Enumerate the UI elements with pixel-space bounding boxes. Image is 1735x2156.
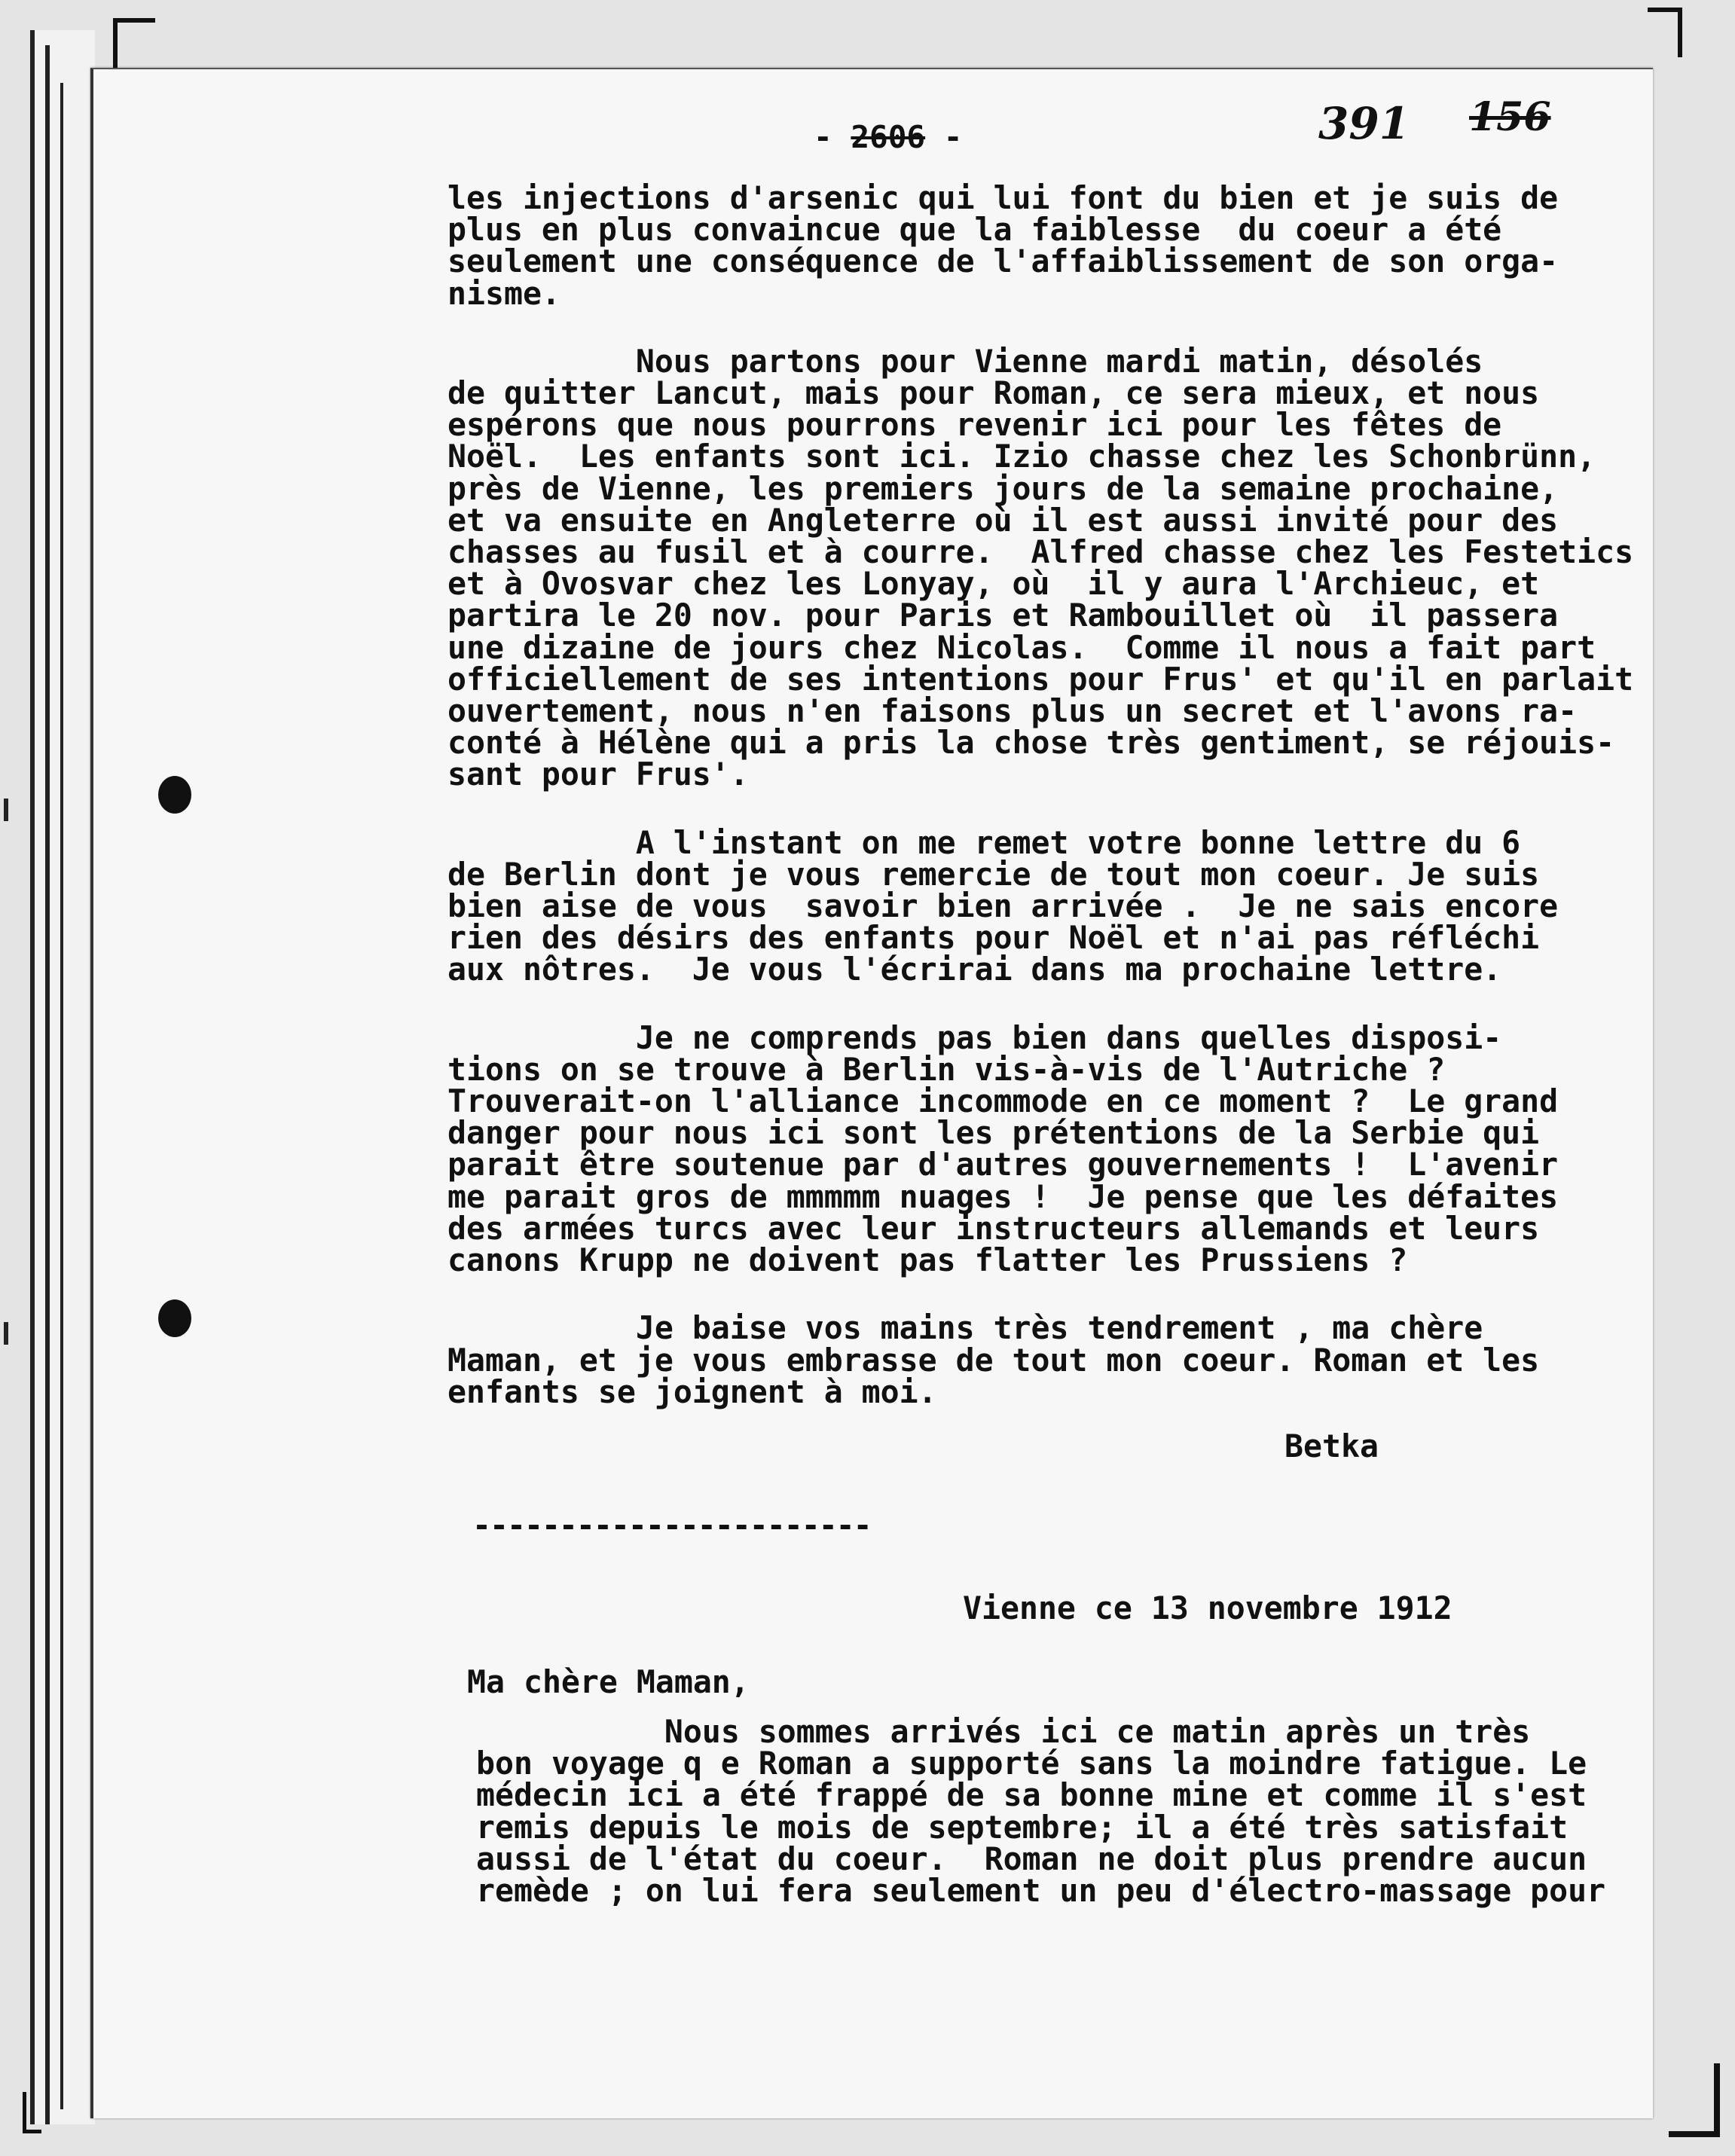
binding-mark xyxy=(4,799,8,821)
page-number: - 2606 - xyxy=(814,119,963,155)
underlying-sheet-edge xyxy=(60,83,93,2109)
crop-mark xyxy=(23,2092,41,2133)
letter-body xyxy=(447,179,1668,1410)
crop-mark xyxy=(1669,2063,1720,2137)
typed-page-number: 2606 xyxy=(851,119,926,155)
paragraph: Je baise vos mains très tendrement , ma chère Maman, et je vous embrasse de tout mon coeur. Roman et les enfants se joignent à moi. xyxy=(447,1309,1540,1410)
second-letter-body xyxy=(476,1713,1651,1910)
signature: Betka xyxy=(1284,1428,1379,1464)
paragraph: Nous sommes arrivés ici ce matin après un très bon voyage q e Roman a supporté sans la moindre fatigue. Le médecin ici a été frappé de sa bonne mine et comme il s'est remis depuis le mois de septembre; il a été très satisfait aussi de l'état du coeur. Roman ne doit plus prendre aucun remède ; on lui fera seulement un peu d'électro-massage pour xyxy=(476,1713,1606,1910)
salutation: Ma chère Maman, xyxy=(467,1663,750,1700)
dateline: Vienne ce 13 novembre 1912 xyxy=(963,1590,1452,1626)
punch-hole xyxy=(158,1299,191,1337)
separator-line: ----------------------- xyxy=(472,1507,871,1544)
crop-mark xyxy=(1648,8,1682,57)
paragraph: A l'instant on me remet votre bonne lettre du 6 de Berlin dont je vous remercie de tout mon coeur. Je suis bien aise de vous savoir bien arrivée . Je ne sais encore rien des désirs des enfants pour Noël et n'ai pas réfléchi aux nôtres. Je vous l'écrirai dans ma prochaine lettre. xyxy=(447,823,1559,988)
paragraph: les injections d'arsenic qui lui font du bien et je suis de plus en plus convaincue que la faiblesse du coeur a été seulement une conséquence de l'affaiblissement de son orga- nisme. xyxy=(447,179,1559,312)
punch-hole xyxy=(158,776,191,814)
paragraph: Je ne comprends pas bien dans quelles disposi- tions on se trouve à Berlin vis-à-vis de l'Autriche ? Trouverait-on l'alliance incommode en ce moment ? Le grand danger pour nous ici sont les prétentions de la Serbie qui parait être soutenue par d'autres gouvernements ! L'avenir me parait gros de mmmmm nuages ! Je pense que les défaites des armées turcs avec leur instructeurs allemands et leurs canons Krupp ne doivent pas flatter les Prussiens ? xyxy=(447,1018,1559,1279)
handwritten-page-number: 391 xyxy=(1318,98,1410,149)
handwritten-struck-number: 156 xyxy=(1469,94,1551,140)
binding-mark xyxy=(4,1322,8,1345)
crop-mark xyxy=(113,18,155,68)
paragraph: Nous partons pour Vienne mardi matin, désolés de quitter Lancut, mais pour Roman, ce sera mieux, et nous espérons que nous pourrons revenir ici pour les fêtes de Noël. Les enfants sont ici. Izio chasse chez les Schonbrünn, près de Vienne, les premiers jours de la semaine prochaine, et va ensuite en Angleterre où il est aussi invité pour des chasses au fusil et à courre. Alfred chasse chez les Festetics et à Ovosvar chez les Lonyay, où il y aura l'Archieuc, et partira le 20 nov. pour Paris et Rambouillet où il passera une dizaine de jours chez Nicolas. Comme il nous a fait part officiellement de ses intentions pour Frus' et qu'il en parlait ouvertement, nous n'en faisons plus un secret et l'avons ra- conté à Hélène qui a pris la chose très gentiment, se réjouis- sant pour Frus'. xyxy=(447,342,1634,793)
